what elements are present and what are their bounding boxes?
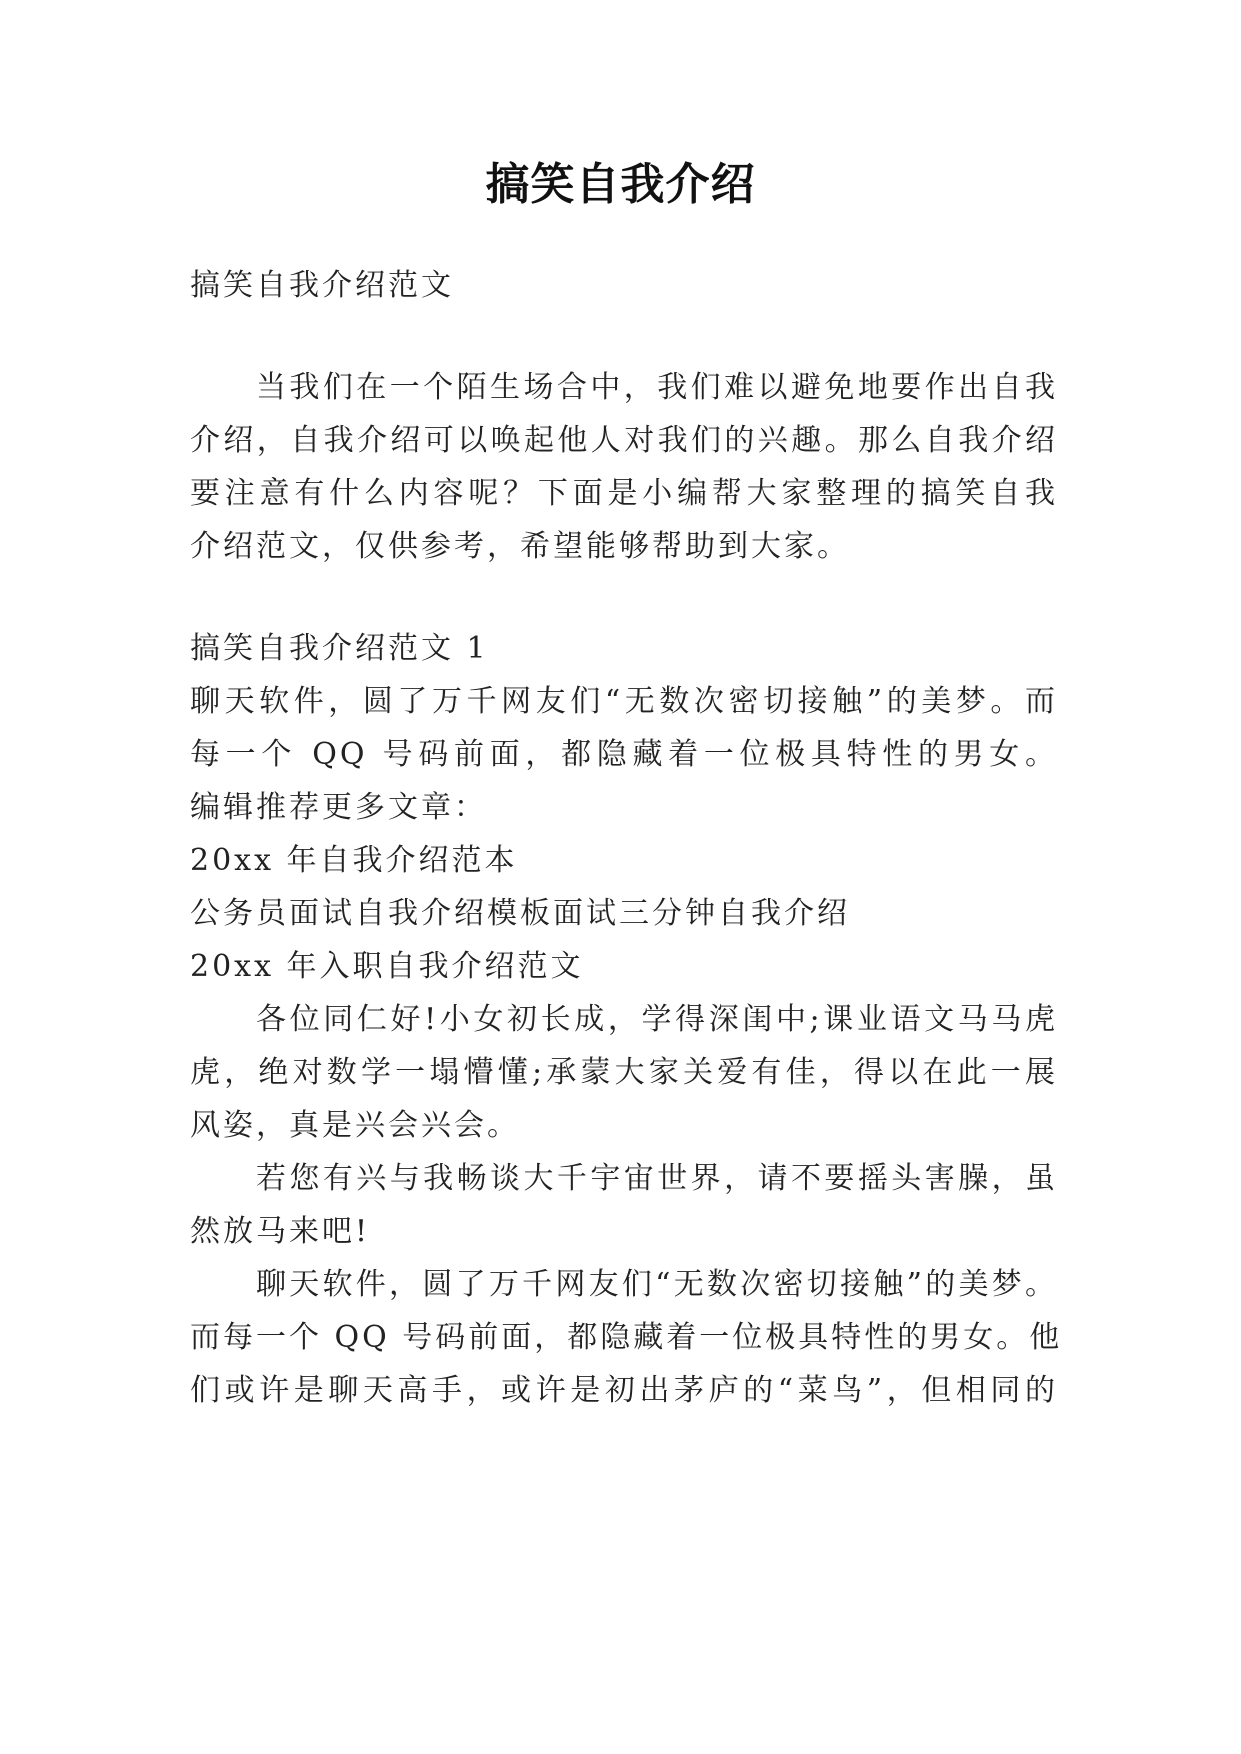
paragraph-line: 虎，绝对数学一塌懵懂;承蒙大家关爱有佳，得以在此一展 (190, 1055, 1058, 1090)
section1-line: 聊天软件，圆了万千网友们“无数次密切接触”的美梦。而 (190, 684, 1058, 719)
paragraph-line: 风姿，真是兴会兴会。 (190, 1108, 520, 1143)
paragraph-line: 们或许是聊天高手，或许是初出茅庐的“菜鸟”，但相同的 (190, 1373, 1058, 1408)
subtitle: 搞笑自我介绍范文 (190, 268, 454, 303)
paragraph-line: 各位同仁好!小女初长成，学得深闺中;课业语文马马虎 (256, 1002, 1058, 1037)
paragraph-line: 聊天软件，圆了万千网友们“无数次密切接触”的美梦。 (256, 1267, 1058, 1302)
document-title: 搞笑自我介绍 (485, 159, 756, 210)
intro-line: 当我们在一个陌生场合中，我们难以避免地要作出自我 (256, 370, 1058, 405)
recommend-link[interactable]: 公务员面试自我介绍模板面试三分钟自我介绍 (190, 896, 850, 931)
intro-line: 要注意有什么内容呢？下面是小编帮大家整理的搞笑自我 (190, 476, 1058, 511)
section1-line: 每一个 QQ 号码前面，都隐藏着一位极具特性的男女。 (190, 737, 1058, 772)
recommend-link[interactable]: 20xx 年入职自我介绍范文 (190, 949, 584, 984)
recommend-link[interactable]: 20xx 年自我介绍范本 (190, 843, 518, 878)
intro-line: 介绍范文，仅供参考，希望能够帮助到大家。 (190, 529, 850, 564)
paragraph-line: 然放马来吧! (190, 1214, 371, 1249)
paragraph-line: 若您有兴与我畅谈大千宇宙世界，请不要摇头害臊，虽 (256, 1161, 1058, 1196)
recommend-label: 编辑推荐更多文章： (190, 790, 487, 825)
intro-line: 介绍，自我介绍可以唤起他人对我们的兴趣。那么自我介绍 (190, 423, 1058, 458)
section1-heading: 搞笑自我介绍范文 1 (190, 631, 489, 666)
paragraph-line: 而每一个 QQ 号码前面，都隐藏着一位极具特性的男女。他 (190, 1320, 1063, 1355)
